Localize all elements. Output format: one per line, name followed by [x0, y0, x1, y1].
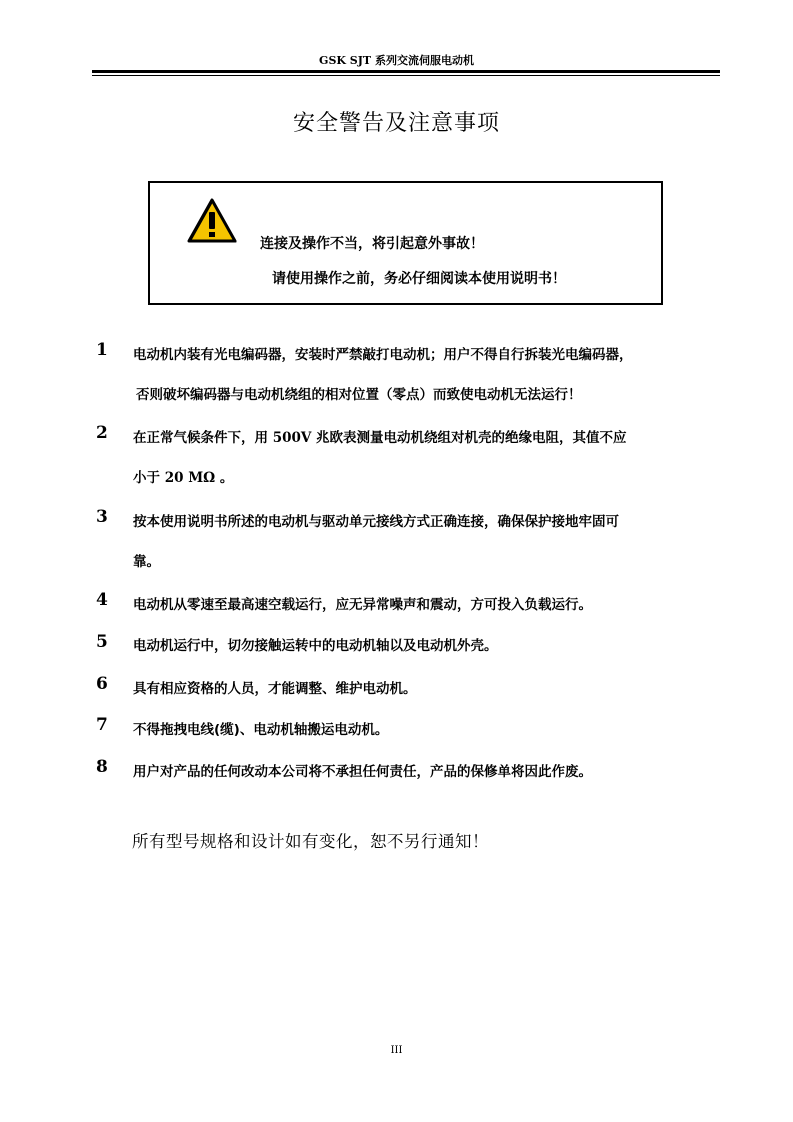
item-text: 不得拖拽电线(缆)、电动机轴搬运电动机。 — [133, 722, 389, 738]
item-number: 1 — [96, 340, 108, 360]
resistance-value: 20 MΩ — [164, 470, 216, 486]
item-text-part: 小于 — [133, 470, 165, 486]
item-text-part: 在正常气候条件下，用 — [133, 430, 273, 446]
item-text: 按本使用说明书所述的电动机与驱动单元接线方式正确连接，确保保护接地牢固可 — [133, 514, 619, 530]
item-number: 5 — [96, 632, 108, 652]
item-text: 电动机从零速至最高速空载运行，应无异常噪声和震动，方可投入负载运行。 — [133, 597, 592, 613]
warning-box — [148, 181, 663, 305]
page-title: 安全警告及注意事项 — [292, 111, 500, 136]
page-number: III — [390, 1045, 403, 1056]
item-text-continued: 靠。 — [133, 554, 160, 570]
item-number: 8 — [96, 757, 108, 777]
item-number: 3 — [96, 507, 108, 527]
warning-text-2: 请使用操作之前，务必仔细阅读本使用说明书！ — [272, 271, 566, 287]
item-text: 电动机运行中，切勿接触运转中的电动机轴以及电动机外壳。 — [133, 638, 498, 654]
item-text: 电动机内装有光电编码器，安装时严禁敲打电动机；用户不得自行拆装光电编码器， — [133, 347, 633, 363]
warning-text-1: 连接及操作不当，将引起意外事故！ — [260, 236, 484, 252]
voltage-value: 500V — [272, 430, 312, 446]
item-text-continued: 否则破坏编码器与电动机绕组的相对位置（零点）而致使电动机无法运行！ — [136, 387, 582, 403]
item-number: 7 — [96, 715, 108, 735]
item-text: 用户对产品的任何改动本公司将不承担任何责任，产品的保修单将因此作废。 — [133, 764, 592, 780]
header-rule-thin — [92, 75, 720, 76]
running-header: GSK SJT 系列交流伺服电动机 — [319, 54, 474, 67]
item-number: 2 — [96, 423, 108, 443]
item-text-part: 兆欧表测量电动机绕组对机壳的绝缘电阻，其值不应 — [311, 430, 627, 446]
header-rule-thick — [92, 70, 720, 73]
item-text-part: 。 — [215, 470, 234, 486]
item-number: 4 — [96, 590, 108, 610]
item-text-continued — [133, 466, 233, 486]
item-number: 6 — [96, 674, 108, 694]
warning-triangle-icon — [186, 197, 238, 249]
item-text: 具有相应资格的人员，才能调整、维护电动机。 — [133, 681, 417, 697]
change-notice: 所有型号规格和设计如有变化，恕不另行通知！ — [132, 832, 489, 851]
item-text — [133, 426, 627, 446]
